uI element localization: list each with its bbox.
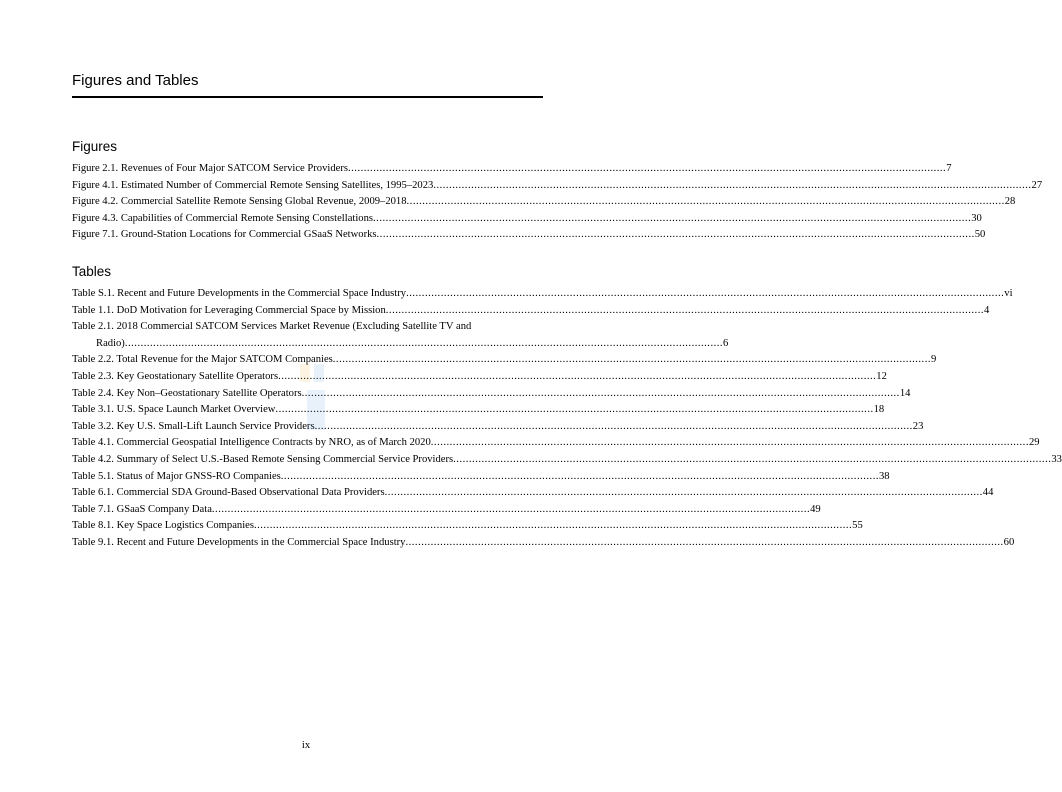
figure-entry[interactable] [72, 212, 982, 230]
entry-label: Table S.1. Recent and Future Developments in the Commercial Space Industry [72, 288, 407, 299]
leader-dots [406, 288, 1004, 299]
entry-page: 18 [873, 404, 885, 416]
entry-label: Table 9.1. Recent and Future Developments in the Commercial Space Industry [72, 536, 406, 548]
entry-label: Figure 4.2. Commercial Satellite Remote Sensing Global Revenue, 2009–2018 [72, 196, 407, 208]
entry-page: 14 [899, 387, 911, 399]
entry-label: Figure 2.1. Revenues of Four Major SATCOM Service Providers [72, 163, 348, 174]
leader-dots [278, 371, 876, 382]
figure-entry[interactable] [72, 229, 986, 246]
entry-page: 9 [930, 354, 937, 366]
leader-dots [431, 437, 1029, 448]
leader-dots [315, 421, 913, 432]
entry-label: Table 7.1. GSaaS Company Data [72, 503, 212, 515]
table-entry[interactable] [72, 487, 994, 504]
entry-page: 12 [876, 370, 887, 382]
entry-page: 29 [1028, 437, 1040, 449]
page-number: ix [301, 740, 311, 751]
entry-label: Table 3.1. U.S. Space Launch Market Overview [72, 404, 276, 416]
tables-heading: Tables [72, 264, 112, 279]
entry-label: Table 5.1. Status of Major GNSS-RO Companies [72, 470, 281, 482]
entry-label: Figure 4.1. Estimated Number of Commercial Remote Sensing Satellites, 1995–2023 [72, 179, 434, 191]
watermark-logo [292, 360, 342, 440]
leader-dots [386, 305, 984, 316]
entry-label: Figure 7.1. Ground-Station Locations for Commercial GSaaS Networks [72, 229, 377, 241]
entry-page: 30 [971, 212, 982, 224]
page-title: Figures and Tables [72, 72, 543, 98]
entry-label: Table 6.1. Commercial SDA Ground-Based Observational Data Providers [72, 487, 385, 499]
entry-page: 60 [1003, 536, 1015, 548]
table-entry[interactable] [72, 470, 890, 488]
table-entry[interactable] [72, 288, 1013, 305]
figure-entry[interactable] [72, 196, 1016, 213]
figure-entry[interactable] [72, 163, 952, 180]
entry-page: 55 [852, 520, 863, 532]
leader-dots [302, 388, 900, 399]
table-entry-continuation[interactable] [72, 337, 729, 355]
leader-dots [453, 454, 1051, 465]
entry-page: 4 [983, 304, 990, 316]
figures-heading: Figures [72, 139, 118, 154]
entry-label-continuation: Radio) [96, 337, 125, 349]
entry-label: Table 2.2. Total Revenue for the Major SATCOM Companies [72, 354, 333, 366]
entry-page: 44 [982, 487, 994, 499]
leader-dots [373, 213, 971, 224]
leader-dots [348, 163, 946, 174]
leader-dots [433, 180, 1031, 191]
entry-label: Figure 4.3. Capabilities of Commercial Remote Sensing Constellations [72, 212, 374, 224]
leader-dots [275, 404, 873, 415]
leader-dots [407, 196, 1005, 207]
table-entry[interactable] [72, 453, 1062, 471]
leader-dots [405, 537, 1003, 548]
leader-dots [254, 520, 852, 531]
leader-dots [281, 471, 879, 482]
figures-list [72, 163, 1043, 246]
entry-label: Table 2.3. Key Geostationary Satellite Operators [72, 370, 279, 382]
entry-page: 7 [946, 163, 952, 174]
entry-page: 49 [810, 503, 821, 515]
leader-dots [212, 504, 810, 515]
entry-label: Table 3.2. Key U.S. Small-Lift Launch Service Providers [72, 420, 315, 432]
entry-label: Table 4.1. Commercial Geospatial Intelligence Contracts by NRO, as of March 2020 [72, 437, 431, 449]
entry-label: Table 2.1. 2018 Commercial SATCOM Services Market Revenue (Excluding Satellite TV and [72, 321, 472, 333]
entry-page: vi [1004, 288, 1013, 299]
leader-dots [333, 354, 931, 365]
entry-label: Table 8.1. Key Space Logistics Companies [72, 520, 254, 532]
figure-entry[interactable] [72, 179, 1043, 197]
table-entry[interactable] [72, 321, 542, 338]
entry-label: Table 2.4. Key Non–Geostationary Satellite Operators [72, 387, 302, 399]
entry-page: 50 [974, 229, 986, 241]
entry-page: 28 [1004, 196, 1016, 208]
table-entry[interactable] [72, 536, 1015, 554]
entry-page: 23 [912, 420, 924, 432]
table-entry[interactable] [72, 503, 821, 521]
table-entry[interactable] [72, 304, 990, 322]
entry-label: Table 4.2. Summary of Select U.S.-Based Remote Sensing Commercial Service Providers [72, 453, 454, 465]
leader-dots [377, 229, 975, 240]
entry-label: Table 1.1. DoD Motivation for Leveraging Commercial Space by Mission [72, 304, 386, 316]
entry-page: 33 [1051, 453, 1062, 465]
entry-page: 27 [1031, 179, 1043, 191]
table-entry[interactable] [72, 520, 863, 537]
leader-dots [385, 487, 983, 498]
entry-page: 6 [723, 337, 729, 349]
entry-page: 38 [878, 470, 890, 482]
leader-dots [125, 338, 723, 349]
